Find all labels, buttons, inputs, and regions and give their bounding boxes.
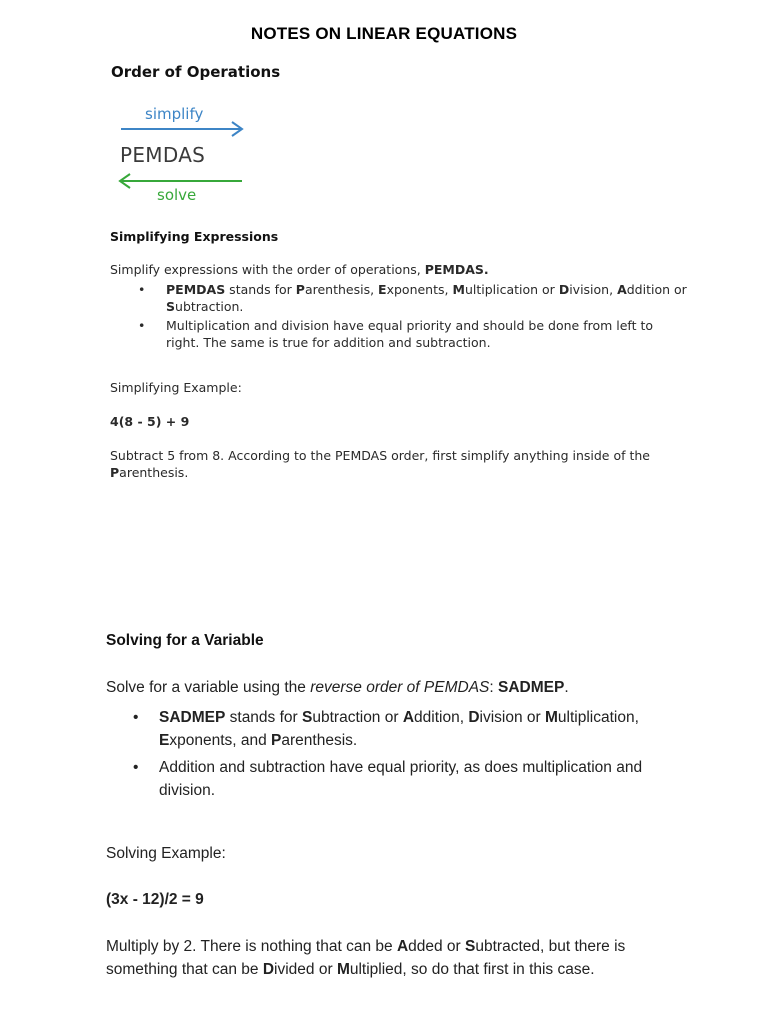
bullet-icon: • xyxy=(138,282,146,297)
bullet-seg: ubtraction. xyxy=(175,299,244,314)
bullet-letter: S xyxy=(302,709,313,726)
explanation-bold: S xyxy=(465,938,476,955)
bullet-icon: • xyxy=(133,759,139,776)
bullet-seg: ivision or xyxy=(479,709,545,726)
intro-text: Solve for a variable using the xyxy=(106,679,311,696)
intro-bold: SADMEP xyxy=(498,679,565,696)
bullet-letter: E xyxy=(159,732,170,749)
explanation-text: ubtracted, but there is something that can be xyxy=(106,938,626,978)
bullet-lead: SADMEP xyxy=(159,709,226,726)
pemdas-bullet-list xyxy=(110,281,690,353)
intro-text: . xyxy=(564,679,569,696)
bullet-seg: arenthesis. xyxy=(281,732,358,749)
explanation-text: Subtract 5 from 8. According to the PEMDAS order, first simplify anything inside of the xyxy=(110,448,650,463)
list-item xyxy=(110,317,690,351)
pemdas-diagram xyxy=(108,100,258,210)
explanation-text: ivided or xyxy=(274,961,337,978)
simplifying-explanation xyxy=(110,447,690,481)
simplifying-intro xyxy=(110,261,710,278)
bullet-letter: M xyxy=(545,709,558,726)
bullet-seg: stands for xyxy=(225,282,296,297)
solving-explanation xyxy=(106,935,686,981)
bullet-text: Multiplication and division have equal priority and should be done from left to right. The same is true for addition and subtraction. xyxy=(166,318,654,350)
sadmep-bullet-list xyxy=(106,706,686,806)
bullet-seg: stands for xyxy=(225,709,303,726)
simplifying-expression: 4(8 - 5) + 9 xyxy=(110,414,190,429)
intro-bold: PEMDAS. xyxy=(424,262,489,277)
simplifying-example-label: Simplifying Example: xyxy=(110,380,242,395)
list-item xyxy=(106,756,686,802)
bullet-letter: P xyxy=(295,282,305,297)
bullet-seg: ddition or xyxy=(626,282,687,297)
bullet-letter: M xyxy=(452,282,465,297)
explanation-bold: M xyxy=(336,961,350,978)
bullet-lead: PEMDAS xyxy=(166,282,226,297)
solving-expression: (3x - 12)/2 = 9 xyxy=(106,891,204,908)
pemdas-label: PEMDAS xyxy=(120,143,206,167)
bullet-letter: A xyxy=(402,709,415,726)
bullet-letter: A xyxy=(617,282,627,297)
bullet-letter: P xyxy=(271,732,282,749)
explanation-text: ultiplied, so do that first in this case. xyxy=(349,961,595,978)
bullet-seg: xponents, xyxy=(386,282,453,297)
intro-text: Simplify expressions with the order of operations, xyxy=(110,262,425,277)
bullet-seg: xponents, and xyxy=(169,732,272,749)
bullet-icon: • xyxy=(138,318,146,333)
order-of-operations-heading: Order of Operations xyxy=(111,63,281,81)
bullet-seg: ubtraction or xyxy=(312,709,403,726)
bullet-letter: E xyxy=(378,282,387,297)
bullet-text: Addition and subtraction have equal priority, as does multiplication and division. xyxy=(159,759,643,799)
solving-intro xyxy=(106,676,569,699)
bullet-icon: • xyxy=(133,709,139,726)
solving-example-label: Solving Example: xyxy=(106,845,226,862)
explanation-bold: D xyxy=(262,961,275,978)
explanation-text: Multiply by 2. There is nothing that can be xyxy=(106,938,397,955)
bullet-seg: ddition, xyxy=(414,709,469,726)
simplify-label: simplify xyxy=(145,105,204,123)
simplifying-expressions-heading: Simplifying Expressions xyxy=(110,229,279,244)
intro-text: : xyxy=(489,679,499,696)
bullet-letter: D xyxy=(558,282,570,297)
solve-label: solve xyxy=(157,186,197,204)
intro-italic: reverse order of PEMDAS xyxy=(310,679,490,696)
explanation-bold: A xyxy=(396,938,409,955)
document-title: NOTES ON LINEAR EQUATIONS xyxy=(250,24,518,43)
solving-for-variable-heading: Solving for a Variable xyxy=(106,632,264,649)
list-item xyxy=(106,706,686,752)
bullet-seg: ultiplication, xyxy=(557,709,639,726)
explanation-bold: P xyxy=(110,465,120,480)
explanation-text: arenthesis. xyxy=(119,465,189,480)
bullet-seg: arenthesis, xyxy=(304,282,379,297)
explanation-text: dded or xyxy=(408,938,466,955)
bullet-letter: S xyxy=(166,299,176,314)
list-item xyxy=(110,281,690,315)
simplify-arrow xyxy=(121,122,242,136)
bullet-seg: ultiplication or xyxy=(464,282,559,297)
bullet-seg: ivision, xyxy=(569,282,618,297)
bullet-letter: D xyxy=(468,709,480,726)
